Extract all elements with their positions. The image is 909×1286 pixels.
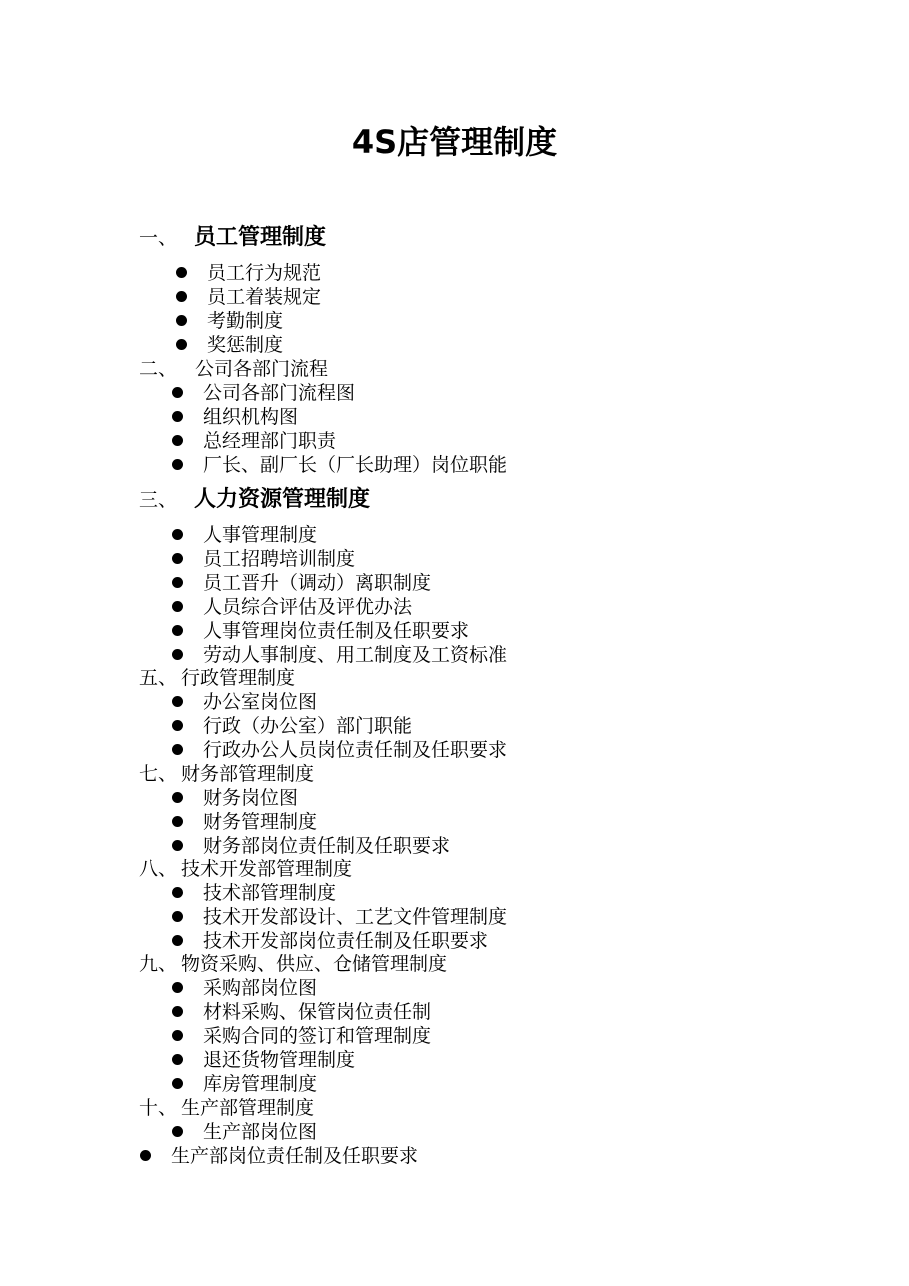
list-bullet	[140, 1144, 151, 1168]
list-bullet	[172, 1072, 183, 1096]
section-heading	[139, 488, 370, 512]
list-item: 采购部岗位图	[203, 977, 318, 999]
section-title: 公司各部门流程	[195, 358, 329, 380]
bullet-icon	[172, 744, 183, 755]
list-bullet	[172, 1048, 183, 1072]
list-item: 员工行为规范	[207, 262, 322, 284]
bullet-icon	[176, 315, 187, 326]
list-bullet	[172, 571, 183, 595]
bullet-icon	[172, 720, 183, 731]
bullet-icon	[172, 529, 183, 540]
bullet-icon	[172, 696, 183, 707]
bullet-icon	[172, 601, 183, 612]
list-bullet	[172, 429, 183, 453]
section-heading	[139, 857, 352, 881]
section-title: 行政管理制度	[181, 667, 296, 689]
section-title: 技术开发部管理制度	[181, 858, 353, 880]
bullet-icon	[172, 816, 183, 827]
list-bullet	[172, 810, 183, 834]
list-item: 劳动人事制度、用工制度及工资标准	[203, 644, 508, 666]
list-item: 办公室岗位图	[203, 691, 318, 713]
list-bullet	[172, 786, 183, 810]
section-heading	[139, 666, 295, 690]
list-bullet	[172, 690, 183, 714]
list-bullet	[176, 261, 187, 285]
list-bullet	[172, 453, 183, 477]
section-number: 八、	[139, 858, 178, 880]
list-item: 总经理部门职责	[203, 430, 337, 452]
bullet-icon	[172, 553, 183, 564]
list-bullet	[172, 619, 183, 643]
list-item: 材料采购、保管岗位责任制	[203, 1001, 432, 1023]
section-number: 五、	[139, 667, 178, 689]
list-item: 采购合同的签订和管理制度	[203, 1025, 432, 1047]
document-title: 4S店管理制度	[351, 123, 558, 161]
bullet-icon	[172, 792, 183, 803]
section-heading	[139, 357, 328, 381]
bullet-icon	[172, 1030, 183, 1041]
section-number: 十、	[139, 1097, 178, 1119]
bullet-icon	[172, 387, 183, 398]
bullet-icon	[172, 1126, 183, 1137]
list-item: 奖惩制度	[207, 334, 284, 356]
list-bullet	[172, 643, 183, 667]
bullet-icon	[176, 339, 187, 350]
list-bullet	[172, 595, 183, 619]
list-item: 员工招聘培训制度	[203, 548, 356, 570]
list-item: 库房管理制度	[203, 1073, 318, 1095]
list-bullet	[172, 1000, 183, 1024]
list-bullet	[172, 1120, 183, 1144]
bullet-icon	[172, 411, 183, 422]
bullet-icon	[172, 982, 183, 993]
bullet-icon	[176, 291, 187, 302]
bullet-icon	[172, 625, 183, 636]
section-title: 人力资源管理制度	[194, 487, 371, 512]
list-bullet	[172, 929, 183, 953]
list-bullet	[172, 881, 183, 905]
bullet-icon	[172, 1006, 183, 1017]
list-bullet	[176, 309, 187, 333]
list-item: 人事管理制度	[203, 524, 318, 546]
list-bullet	[172, 905, 183, 929]
list-bullet	[172, 976, 183, 1000]
list-item: 考勤制度	[207, 310, 284, 332]
bullet-icon	[172, 1078, 183, 1089]
list-item: 人员综合评估及评优办法	[203, 596, 413, 618]
list-item: 厂长、副厂长（厂长助理）岗位职能	[203, 454, 508, 476]
section-number: 九、	[139, 953, 178, 975]
list-item: 生产部岗位图	[203, 1121, 318, 1143]
section-title: 财务部管理制度	[181, 763, 315, 785]
list-bullet	[172, 834, 183, 858]
list-item: 财务管理制度	[203, 811, 318, 833]
bullet-icon	[172, 840, 183, 851]
list-item: 财务岗位图	[203, 787, 299, 809]
list-item: 组织机构图	[203, 406, 299, 428]
section-heading	[139, 1096, 314, 1120]
section-heading	[139, 226, 326, 250]
list-item: 人事管理岗位责任制及任职要求	[203, 620, 470, 642]
section-title: 物资采购、供应、仓储管理制度	[181, 953, 448, 975]
list-bullet	[172, 547, 183, 571]
list-item: 财务部岗位责任制及任职要求	[203, 835, 451, 857]
section-title: 员工管理制度	[194, 225, 327, 250]
section-number: 二、	[139, 358, 178, 380]
section-number: 一、	[139, 227, 178, 249]
list-item: 退还货物管理制度	[203, 1049, 356, 1071]
list-item: 生产部岗位责任制及任职要求	[171, 1145, 419, 1167]
list-bullet	[172, 738, 183, 762]
bullet-icon	[140, 1150, 151, 1161]
list-bullet	[172, 381, 183, 405]
bullet-icon	[176, 267, 187, 278]
list-bullet	[172, 523, 183, 547]
bullet-icon	[172, 435, 183, 446]
section-title: 生产部管理制度	[181, 1097, 315, 1119]
section-number: 三、	[139, 489, 178, 511]
list-item: 员工着装规定	[207, 286, 322, 308]
bullet-icon	[172, 577, 183, 588]
list-item: 技术开发部岗位责任制及任职要求	[203, 930, 489, 952]
section-number: 七、	[139, 763, 178, 785]
bullet-icon	[172, 459, 183, 470]
section-heading	[139, 952, 447, 976]
list-bullet	[172, 405, 183, 429]
bullet-icon	[172, 1054, 183, 1065]
list-item: 技术开发部设计、工艺文件管理制度	[203, 906, 508, 928]
list-item: 公司各部门流程图	[203, 382, 356, 404]
list-bullet	[176, 333, 187, 357]
list-item: 行政（办公室）部门职能	[203, 715, 413, 737]
list-item: 技术部管理制度	[203, 882, 337, 904]
bullet-icon	[172, 935, 183, 946]
bullet-icon	[172, 887, 183, 898]
bullet-icon	[172, 649, 183, 660]
bullet-icon	[172, 911, 183, 922]
list-bullet	[172, 1024, 183, 1048]
list-item: 行政办公人员岗位责任制及任职要求	[203, 739, 508, 761]
section-heading	[139, 762, 314, 786]
list-bullet	[172, 714, 183, 738]
list-item: 员工晋升（调动）离职制度	[203, 572, 432, 594]
list-bullet	[176, 285, 187, 309]
